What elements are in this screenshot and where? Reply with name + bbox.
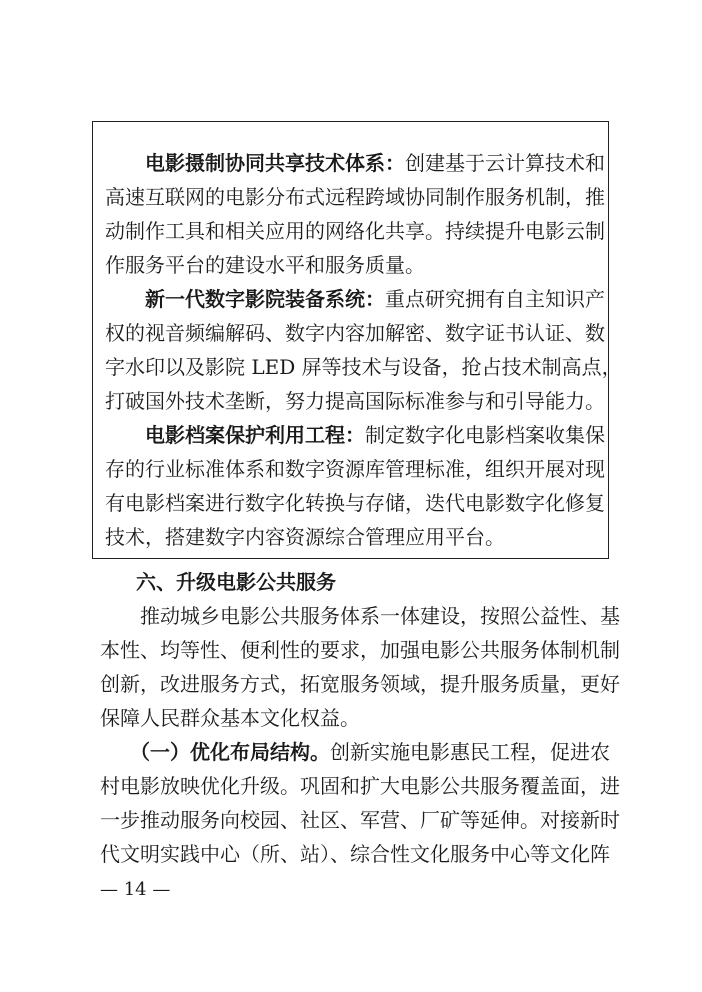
para5-line1: （一）优化布局结构。创新实施电影惠民工程，促进农 xyxy=(130,740,610,764)
box-para1-lead: 电影摄制协同共享技术体系： xyxy=(145,151,405,175)
technology-systems-box xyxy=(92,121,622,559)
box-para2-line1: 新一代数字影院装备系统：重点研究拥有自主知识产 xyxy=(145,287,605,311)
para4-line3: 创新，改进服务方式，拓宽服务领域，提升服务质量，更好 xyxy=(100,672,620,696)
box-para3-line2: 存的行业标准体系和数字资源库管理标准，组织开展对现 xyxy=(105,457,605,481)
box-para3-line3: 有电影档案进行数字化转换与存储，迭代电影数字化修复 xyxy=(105,491,605,515)
box-para3-line4: 技术，搭建数字内容资源综合管理应用平台。 xyxy=(105,525,505,549)
box-para3-lead: 电影档案保护利用工程： xyxy=(145,423,365,447)
box-para3-line1: 电影档案保护利用工程：制定数字化电影档案收集保 xyxy=(145,423,605,447)
para5-line2: 村电影放映优化升级。巩固和扩大电影公共服务覆盖面，进 xyxy=(100,774,620,798)
para4-line4: 保障人民群众基本文化权益。 xyxy=(100,706,360,730)
box-para1-line2: 高速互联网的电影分布式远程跨域协同制作服务机制，推 xyxy=(105,185,605,209)
box-para2-line4: 打破国外技术垄断，努力提高国际标准参与和引导能力。 xyxy=(105,389,605,413)
box-para2-line3: 字水印以及影院 LED 屏等技术与设备，抢占技术制高点， xyxy=(105,355,622,379)
para4-line2: 本性、均等性、便利性的要求，加强电影公共服务体制机制 xyxy=(100,638,620,662)
box-para2-lead: 新一代数字影院装备系统： xyxy=(145,287,385,311)
section-heading: 六、升级电影公共服务 xyxy=(136,570,336,594)
box-para1-line1: 电影摄制协同共享技术体系：创建基于云计算技术和 xyxy=(145,151,605,175)
para5-line3: 一步推动服务向校园、社区、军营、厂矿等延伸。对接新时 xyxy=(100,808,620,832)
page-number: — 14 — xyxy=(100,879,171,900)
para5-lead: （一）优化布局结构。 xyxy=(130,740,330,764)
box-para1-line4: 作服务平台的建设水平和服务质量。 xyxy=(105,253,425,277)
para4-line1: 推动城乡电影公共服务体系一体建设，按照公益性、基 xyxy=(140,604,620,628)
box-para1-line3: 动制作工具和相关应用的网络化共享。持续提升电影云制 xyxy=(105,219,605,243)
para5-line4: 代文明实践中心（所、站）、综合性文化服务中心等文化阵 xyxy=(100,842,610,866)
box-para2-line2: 权的视音频编解码、数字内容加解密、数字证书认证、数 xyxy=(105,321,605,345)
